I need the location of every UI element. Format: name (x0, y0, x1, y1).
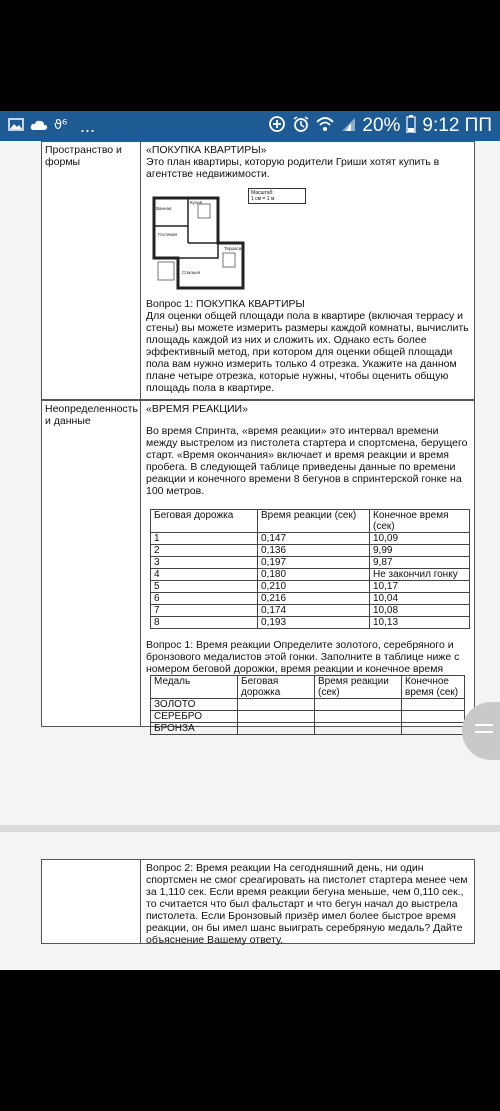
table-row: 6 0,216 10,04 (151, 593, 470, 605)
more-notifications: ... (80, 115, 96, 136)
scale-legend: Масштаб: 1 см = 1 м (248, 188, 306, 204)
answer-cell[interactable] (402, 711, 465, 723)
category-label: Неопределенность и данные (45, 403, 138, 427)
room-label: Ванная (156, 206, 172, 211)
table-header-row (151, 676, 465, 699)
table-header-row (151, 510, 470, 533)
section-title: «ВРЕМЯ РЕАКЦИИ» (146, 403, 248, 415)
category-cell-space (41, 141, 141, 400)
results-table (150, 509, 470, 629)
room-label: Спальня (182, 270, 201, 275)
status-bar (0, 111, 500, 141)
system-icons (268, 111, 492, 141)
question-title: Вопрос 1: ПОКУПКА КВАРТИРЫ (146, 298, 305, 310)
clock: 9:12 ПП (422, 115, 492, 136)
column-header: Время реакции (сек) (315, 676, 402, 699)
app-notification-icon (54, 117, 74, 135)
section-intro: Во время Спринта, «время реакции» это интервал времени между выстрелом из пистолета стартера и спортсмена, берущего старт. «Время окончания» включает и время реакции и время пробега. В следующей таблице приведены данные по времени реакции и конечного времени 8 бегунов в спринтерской гонке на 100 метров. (146, 425, 468, 497)
wifi-icon (316, 116, 334, 136)
table-row: 5 0,210 10,17 (151, 581, 470, 593)
answer-cell[interactable] (315, 711, 402, 723)
column-header: Конечное время (сек) (370, 510, 470, 533)
answer-cell[interactable] (402, 723, 465, 735)
answer-cell[interactable] (238, 711, 315, 723)
category-cell-uncertainty (41, 400, 141, 727)
medal-table (150, 675, 465, 735)
battery-icon (406, 115, 416, 137)
question-title: Вопрос 1: Время реакции Определите золотого, серебряного и бронзового медалистов этой гонки. Заполните в таблице ниже с номером беговой дорожки, время реакции и конечное время (146, 639, 460, 675)
apartment-floor-plan (148, 188, 308, 298)
question-text: Вопрос 2: Время реакции На сегодняшний день, ни один спортсмен не смог среагировать на пистолет стартера менее чем за 1,110 сек. Если время реакции бегуна меньше, чем 0,110 сек., то считается что был фальстарт и что бегун начал до выстрела пистолета. Если Бронзовый призёр имел более быстрое время реакции, он бы имел шанс выиграть серебряную медаль? Дайте объяснение Вашему ответу. (146, 862, 468, 946)
table-row: ЗОЛОТО (151, 699, 465, 711)
table-row: 8 0,193 10,13 (151, 617, 470, 629)
page-separator (0, 825, 500, 832)
content-cell-question2 (141, 859, 475, 944)
content-cell-apartment (141, 141, 475, 400)
cloud-icon (30, 118, 48, 135)
table-row: БРОНЗА (151, 723, 465, 735)
room-label: Терраса (224, 246, 242, 251)
column-header: Беговая дорожка (151, 510, 258, 533)
column-header: Время реакции (сек) (258, 510, 370, 533)
svg-text:ϑ⁶: ϑ⁶ (54, 118, 68, 131)
answer-cell[interactable] (238, 699, 315, 711)
alarm-icon (292, 115, 310, 137)
question-text: Для оценки общей площади пола в квартире (включая террасу и стены) вы можете измерить размеры каждой комнаты, вычислить площадь каждой из них и сложить их. Однако есть более эффективный метод, при котором для оценки общей площади пола вам нужно измерить только 4 отрезка. Укажите на данном плане четыре отрезка, которые нужны, чтобы оценить общую площадь пола в квартире. (146, 310, 469, 394)
section-intro: Это план квартиры, которую родители Гриши хотят купить в агентстве недвижимости. (146, 156, 440, 180)
column-header: Конечное время (сек) (402, 676, 465, 699)
floor-plan-drawing (148, 188, 248, 298)
column-header: Медаль (151, 676, 238, 699)
answer-cell[interactable] (402, 699, 465, 711)
answer-cell[interactable] (315, 699, 402, 711)
section-title: «ПОКУПКА КВАРТИРЫ» (146, 144, 267, 156)
table-row: СЕРЕБРО (151, 711, 465, 723)
battery-level: 20% (362, 115, 401, 136)
table-row: 2 0,136 9,99 (151, 545, 470, 557)
document-page-2 (0, 832, 500, 970)
notification-icons (0, 116, 95, 137)
table-row: 1 0,147 10,09 (151, 533, 470, 545)
table-row: 3 0,197 9,87 (151, 557, 470, 569)
menu-icon (475, 724, 493, 738)
signal-icon (340, 116, 356, 136)
room-label: Кухня (190, 200, 203, 205)
data-saver-icon (268, 115, 286, 137)
table-row: 7 0,174 10,08 (151, 605, 470, 617)
answer-cell[interactable] (315, 723, 402, 735)
room-label: Гостиная (158, 232, 177, 237)
category-cell-empty (41, 859, 141, 944)
answer-cell[interactable] (238, 723, 315, 735)
content-cell-reaction-time (141, 400, 475, 734)
column-header: Беговая дорожка (238, 676, 315, 699)
table-row: 4 0,180 Не закончил гонку (151, 569, 470, 581)
gallery-icon (8, 118, 24, 135)
document-page-1 (0, 141, 500, 825)
category-label: Пространство и формы (45, 144, 122, 168)
